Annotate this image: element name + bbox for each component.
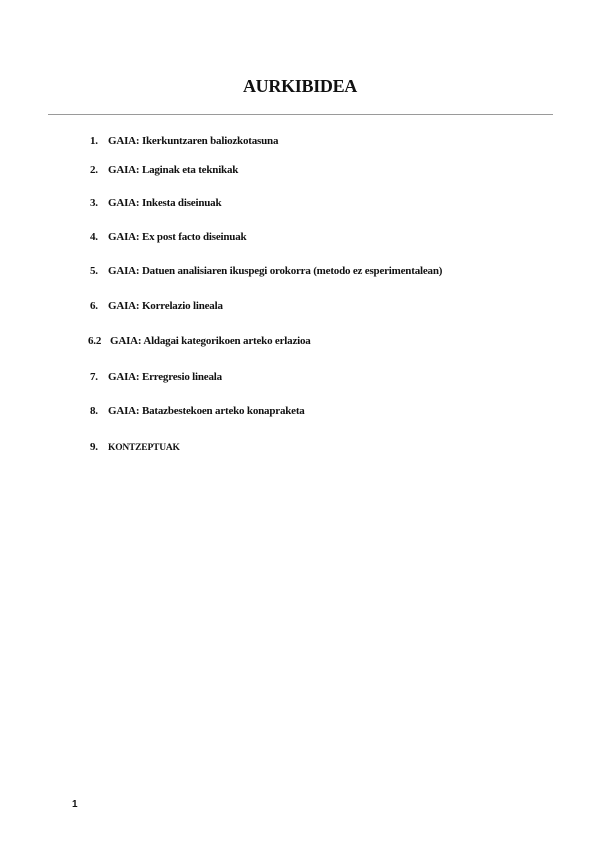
page-number: 1 (72, 799, 78, 810)
toc-item-text: KONTZEPTUAK (108, 443, 180, 453)
toc-item-7 (90, 371, 222, 383)
toc-item-number: 2. (90, 164, 98, 176)
toc-item-3 (90, 197, 221, 209)
toc-item-text: GAIA: Erregresio lineala (108, 371, 222, 383)
toc-item-number: 5. (90, 265, 98, 277)
toc-item-number: 6.2 (88, 335, 102, 347)
toc-item-text: GAIA: Laginak eta teknikak (108, 164, 239, 176)
toc-item-4 (90, 231, 246, 243)
title-divider (48, 114, 553, 115)
toc-item-text: GAIA: Korrelazio lineala (108, 300, 223, 312)
toc-item-8 (90, 405, 305, 417)
toc-item-1 (90, 135, 278, 147)
toc-item-number: 1. (90, 135, 98, 147)
toc-item-text: GAIA: Batazbestekoen arteko konapraketa (108, 405, 305, 417)
toc-item-2 (90, 164, 238, 176)
toc-item-number: 8. (90, 405, 98, 417)
toc-item-text: GAIA: Datuen analisiaren ikuspegi orokorra (metodo ez esperimentalean) (108, 265, 443, 277)
toc-item-6 (90, 300, 223, 312)
toc-item-number: 3. (90, 197, 98, 209)
toc-item-text: GAIA: Ex post facto diseinuak (108, 231, 247, 243)
toc-item-5 (90, 265, 442, 277)
page-title: AURKIBIDEA (242, 76, 358, 96)
toc-item-9 (90, 441, 180, 453)
toc-item-number: 9. (90, 441, 98, 453)
toc-item-text: GAIA: Aldagai kategorikoen arteko erlazioa (110, 335, 311, 347)
toc-item-text: GAIA: Ikerkuntzaren baliozkotasuna (108, 135, 279, 147)
toc-item-number: 6. (90, 300, 98, 312)
toc-item-6-2 (88, 335, 311, 347)
toc-item-number: 7. (90, 371, 98, 383)
toc-item-number: 4. (90, 231, 98, 243)
toc-item-text: GAIA: Inkesta diseinuak (108, 197, 222, 209)
